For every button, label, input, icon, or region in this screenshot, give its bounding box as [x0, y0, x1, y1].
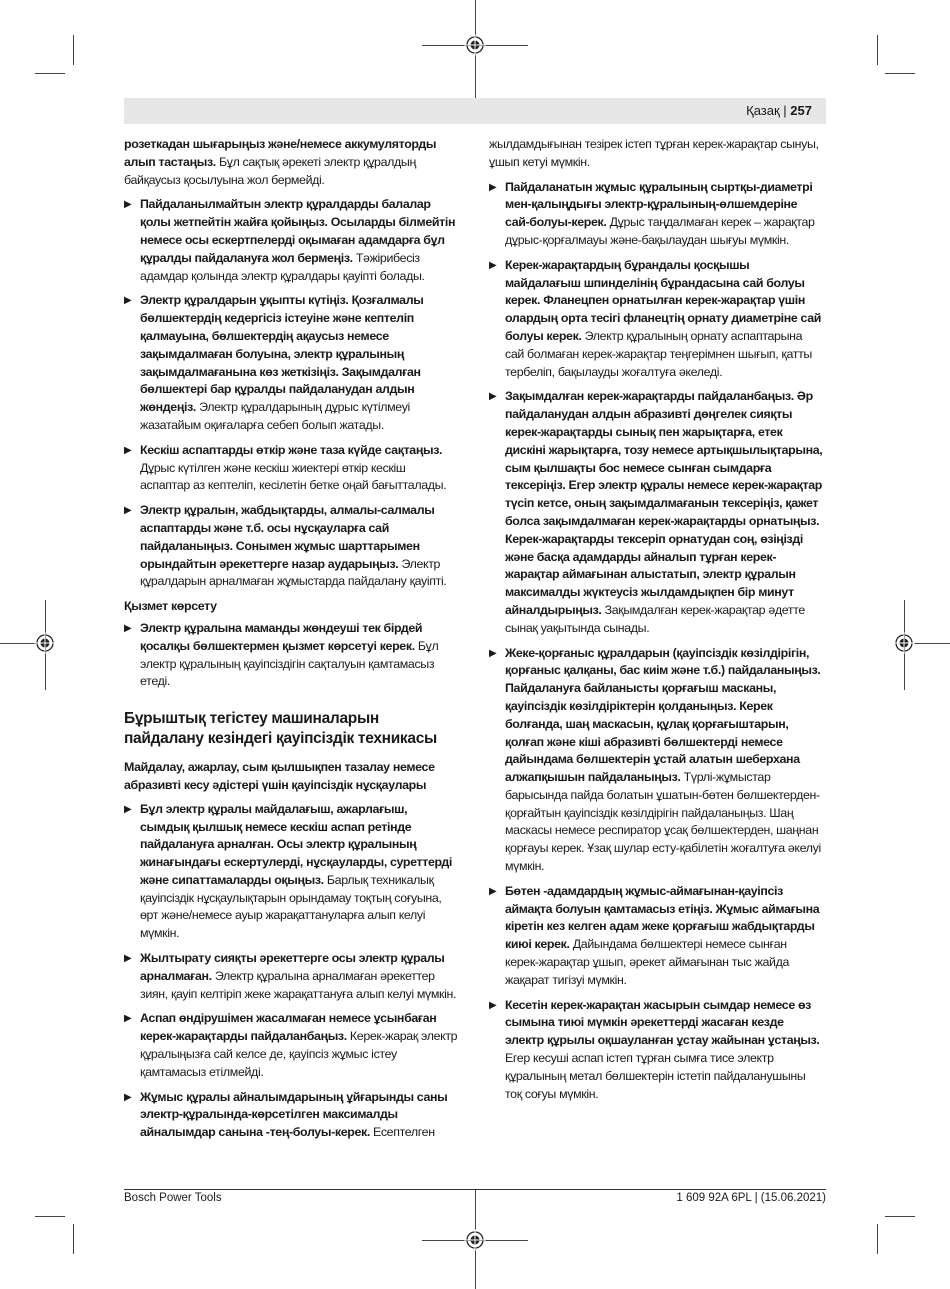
bullet-item [124, 950, 458, 1003]
bullet-item [124, 292, 458, 434]
bold-text: розеткадан шығарыңыз және/немесе аккумуляторды алып тастаңыз. [124, 137, 437, 169]
header-text: Қазақ | 257 [746, 103, 812, 118]
bullet-item [124, 1089, 458, 1142]
crop-mark [35, 1216, 65, 1217]
bullet-arrow-icon: ▶ [489, 391, 497, 403]
registration-mark-icon [34, 632, 56, 654]
bold-text: Бұл электр құралы майдалағыш, ажарлағыш, сымдық қылшық немесе кескіш аспап ретінде пайдалануға арналған. Осы электр құралының жинағындағы ескертулерді, нұсқауларды, суреттерді және сипаттамаларды оқыңыз. [140, 801, 453, 887]
bullet-item [124, 620, 458, 691]
footer-doc-number: 1 609 92A 6PL | (15.06.2021) [676, 1192, 826, 1204]
normal-text: Тәжірибесіз адамдар қолында электр құралдары қауіпті болады. [140, 250, 425, 283]
bullet-arrow-icon: ▶ [124, 953, 132, 965]
bullet-item [124, 196, 458, 285]
normal-text: Дайындама бөлшектері немесе сынған керек-жарақтар ұшып, әрекет аймағынан тыс жайда жақарат тигізуі мүмкін. [505, 937, 790, 987]
bullet-item [489, 388, 823, 637]
bullet-arrow-icon: ▶ [124, 444, 132, 456]
bullet-arrow-icon: ▶ [489, 181, 497, 193]
footer-rule [124, 1189, 826, 1190]
section-intro: Майдалау, ажарлау, сым қылшықпен тазалау немесе абразивті кесу әдістері үшін қауіпсіздік нұсқаулары [124, 760, 435, 792]
header-language: Қазақ [746, 103, 780, 118]
bold-text: Электр құралын, жабдықтарды, алмалы-салмалы аспаптарды және т.б. осы нұсқауларға сай пайдаланыңыз. Сонымен жұмыс шарттарымен орындайтын әрекеттерге назар аударыңыз. [140, 503, 435, 571]
bullet-item [124, 442, 458, 495]
bold-text: Кесетін керек-жарақтан жасырын сымдар немесе өз сымына тиюі мүмкін әрекеттерді жасаған кезде электр құрылы оқшауланған ұстау жайынан ұстаңыз. [505, 997, 820, 1048]
normal-text: Егер кесуші аспап істеп тұрған сымға тисе электр құралының метал бөлшектерін істетіп пайдаланушыны тоқ соғуы мүмкін. [505, 1051, 806, 1101]
normal-text: Электр құралының орнату аспаптарына сай болмаған керек-жарақтар теңгерімнен шығып, қатты тербеліп, бақылауды жоғалтуға әкеледі. [505, 328, 812, 379]
bullet-arrow-icon: ▶ [124, 295, 132, 307]
crop-mark [475, 1190, 476, 1230]
right-column [489, 136, 823, 1110]
crop-mark [73, 35, 74, 65]
normal-text: Зақымдалған керек-жарақтар әдетте сынақ уақытында сынады. [505, 602, 805, 635]
bullet-item [124, 801, 458, 943]
bullet-arrow-icon: ▶ [124, 1091, 132, 1103]
bold-text: Электр құралына маманды жөндеуші тек бірдей қосалқы бөлшектермен қызмет көрсетуі керек. [140, 620, 423, 653]
bullet-item [489, 179, 823, 250]
normal-text: Бұл сақтық әрекеті электр құралдың байқаусыз қосылуына жол бермейді. [124, 154, 416, 187]
normal-text: Электр құралына арналмаған әрекеттер зиян, қауіп келтіріп жеке жарақаттануға алып келуі мүмкін. [140, 968, 457, 1001]
normal-text: жылдамдығынан тезірек істеп тұрған керек-жарақтар сынуы, ұшып кетуі мүмкін. [489, 137, 819, 169]
bold-text: Жұмыс құралы айналымдарының ұйғарынды саны электр-құралында-көрсетілген максималды айналымдар санына -тең-болуы-керек. [140, 1089, 448, 1140]
bullet-item [124, 1010, 458, 1081]
normal-text: Барлық техникалық қауіпсіздік нұсқаулықтарын орындамау тоқтың соғуына, өрт және/немесе ауыр жарақаттануларға алып келуі мүмкін. [140, 872, 442, 941]
crop-mark [877, 35, 878, 65]
bullet-arrow-icon: ▶ [489, 647, 497, 659]
crop-mark [914, 643, 950, 644]
normal-text: Электр құралдарының дұрыс күтілмеуі жазатайым оқиғаларға себеп болып жатады. [140, 400, 410, 432]
crop-mark [73, 1224, 74, 1254]
crop-mark [475, 0, 476, 36]
bold-text: Аспап өндірушімен жасалмаған немесе ұсынбаған керек-жарақтарды пайдаланбаңыз. [140, 1011, 437, 1044]
bullet-item [489, 883, 823, 990]
bullet-item [489, 257, 823, 382]
bold-text: Пайдаланылмайтын электр құралдарды балалар қолы жетпейтін жайға қойыңыз. Осыларды білмейтін немесе осы ескертпелерді оқымаған адамдарға бұл құралды пайдалануға жол бермеңіз. [140, 197, 456, 265]
bold-text: Жеке-қорғаныс құралдарын (қауіпсіздік көзілдірігін, қорғаныс қалқаны, бас киім және т.б.) пайдаланыңыз. Пайдалануға байланысты қорғағыш масканы, қауіпсіздік көзілдіріктерін қолданыңыз. Керек болғанда, шаң маскасын, құлақ қорғағыштарын, қолғап және кіші абразивті бөлшектерді немесе дайындама бөлшектерін ұстай алатын шеберхана алжапқышын пайдаланыңыз. [505, 645, 821, 785]
normal-text: Дұрыс күтілген және кескіш жиектері өткір кескіш аспаптар аз кептеліп, кесілетін бетке оңай бағытталады. [140, 460, 447, 493]
crop-mark [885, 73, 915, 74]
bullet-arrow-icon: ▶ [124, 803, 132, 815]
bullet-arrow-icon: ▶ [124, 505, 132, 517]
crop-mark [885, 1216, 915, 1217]
normal-text: Керек-жарақ электр құралыңызға сай келсе де, қауіпсіз жұмыс істеу қамтамасыз етілмейді. [140, 1029, 458, 1079]
bullet-arrow-icon: ▶ [124, 1013, 132, 1025]
bullet-arrow-icon: ▶ [489, 999, 497, 1011]
bullet-arrow-icon: ▶ [489, 259, 497, 271]
bold-text: Пайдаланатын жұмыс құралының сыртқы-диаметрі мен-қалыңдығы электр-құралының-өлшемдеріне сай-болуы-керек. [505, 179, 813, 230]
bold-text: Кескіш аспаптарды өткір және таза күйде сақтаңыз. [140, 442, 443, 457]
bullet-item [124, 502, 458, 591]
bold-text: Жылтырату сияқты әрекеттерге осы электр құралы арналмаған. [140, 951, 445, 983]
bullet-arrow-icon: ▶ [489, 885, 497, 897]
page-number: 257 [790, 103, 812, 118]
bold-text: Электр құралдарын ұқыпты күтіңіз. Қозғалмалы бөлшектердің кедергісіз істеуіне және кептеліп қалмауына, бөлшектердің ақаусыз немесе зақымдалмаған болуына, электр құралының зақымдалмағанына көз жеткізіңіз. Зақымдалған бөлшектері бар құралды пайдаланудан алдын жөндеңіз. [140, 293, 424, 415]
registration-mark-icon [464, 34, 486, 56]
normal-text: Түрлі-жұмыстар барысында пайда болатын ұшатын-бөтен бөлшектерден-қорғайтын қауіпсіздік көзілдірігін пайдаланыңыз. Шаң маскасы немесе респиратор ұсақ бөлшектерден, шаңнан қорғауы керек. Ұзақ шулар есту-қабілетін жоғалтуға әкелуі мүмкін. [505, 770, 821, 874]
bullet-item [489, 997, 823, 1104]
normal-text: Есептелген [369, 1125, 435, 1140]
section-title: Бұрыштық тегістеу машиналарын пайдалану кезіндегі қауіпсіздік техникасы [124, 710, 437, 748]
crop-mark [0, 643, 36, 644]
bullet-arrow-icon: ▶ [124, 622, 132, 634]
registration-mark-icon [464, 1229, 486, 1251]
normal-text: Дұрыс таңдалмаған керек – жарақтар дұрыс-қорғалмауы және-бақылаудан шығуы мүмкін. [505, 215, 815, 247]
bold-text: Зақымдалған керек-жарақтарды пайдаланбаңыз. Әр пайдаланудан алдын абразивті дөңгелек сияқты керек-жарақтарды сынық пен жарықтарға, етек дискіні жарықтарға, тозу немесе артықшылықтарына, сым қылшақты бос немесе сынған сымдарға тексеріңіз. Егер электр құралы немесе керек-жарақтар түсіп кетсе, оның зақымдалмағанын тексеріңіз, қажет болса зақымдалмаған керек-жарақтарды орнатыңыз. Керек-жарақтарды тексеріп орнатудан соң, өзіңізді және басқа адамдарды айналып тұрған керек-жарақтар аймағынан алыстатып, электр құралын максималды жүктеусіз жылдамдықпен бір минут айналдырыңыз. [505, 389, 823, 617]
normal-text: Бұл электр құралының қауіпсіздігін сақталуын қамтамасыз етеді. [140, 638, 439, 689]
bullet-item [489, 645, 823, 876]
crop-mark [475, 54, 476, 98]
normal-text: Электр құралдарын арналмаған жұмыстарда пайдалану қауіпті. [140, 556, 447, 589]
page-header [124, 98, 826, 124]
bullet-arrow-icon: ▶ [124, 199, 132, 211]
crop-mark [35, 73, 65, 74]
bold-text: Бөтен -адамдардың жұмыс-аймағынан-қауіпсіз аймақта болуын қамтамасыз етіңіз. Жұмыс аймағына кіретін кез келген адам жеке қорғағыш жабдықтарды киюі керек. [505, 883, 820, 952]
registration-mark-icon [893, 632, 915, 654]
left-column [124, 136, 458, 1149]
crop-mark [475, 1249, 476, 1289]
bold-text: Керек-жарақтардың бұрандалы қосқышы майдалағыш шпинделінің бұрандасына сай болуы керек. Фланецпен орнатылған керек-жарақтар үшін олардың орта тесігі фланецтің орнату диаметріне сай болуы керек. [505, 257, 822, 343]
service-title: Қызмет көрсету [124, 599, 217, 614]
paragraph [489, 136, 823, 172]
crop-mark [877, 1224, 878, 1254]
paragraph [124, 136, 458, 189]
footer-brand: Bosch Power Tools [124, 1192, 222, 1204]
